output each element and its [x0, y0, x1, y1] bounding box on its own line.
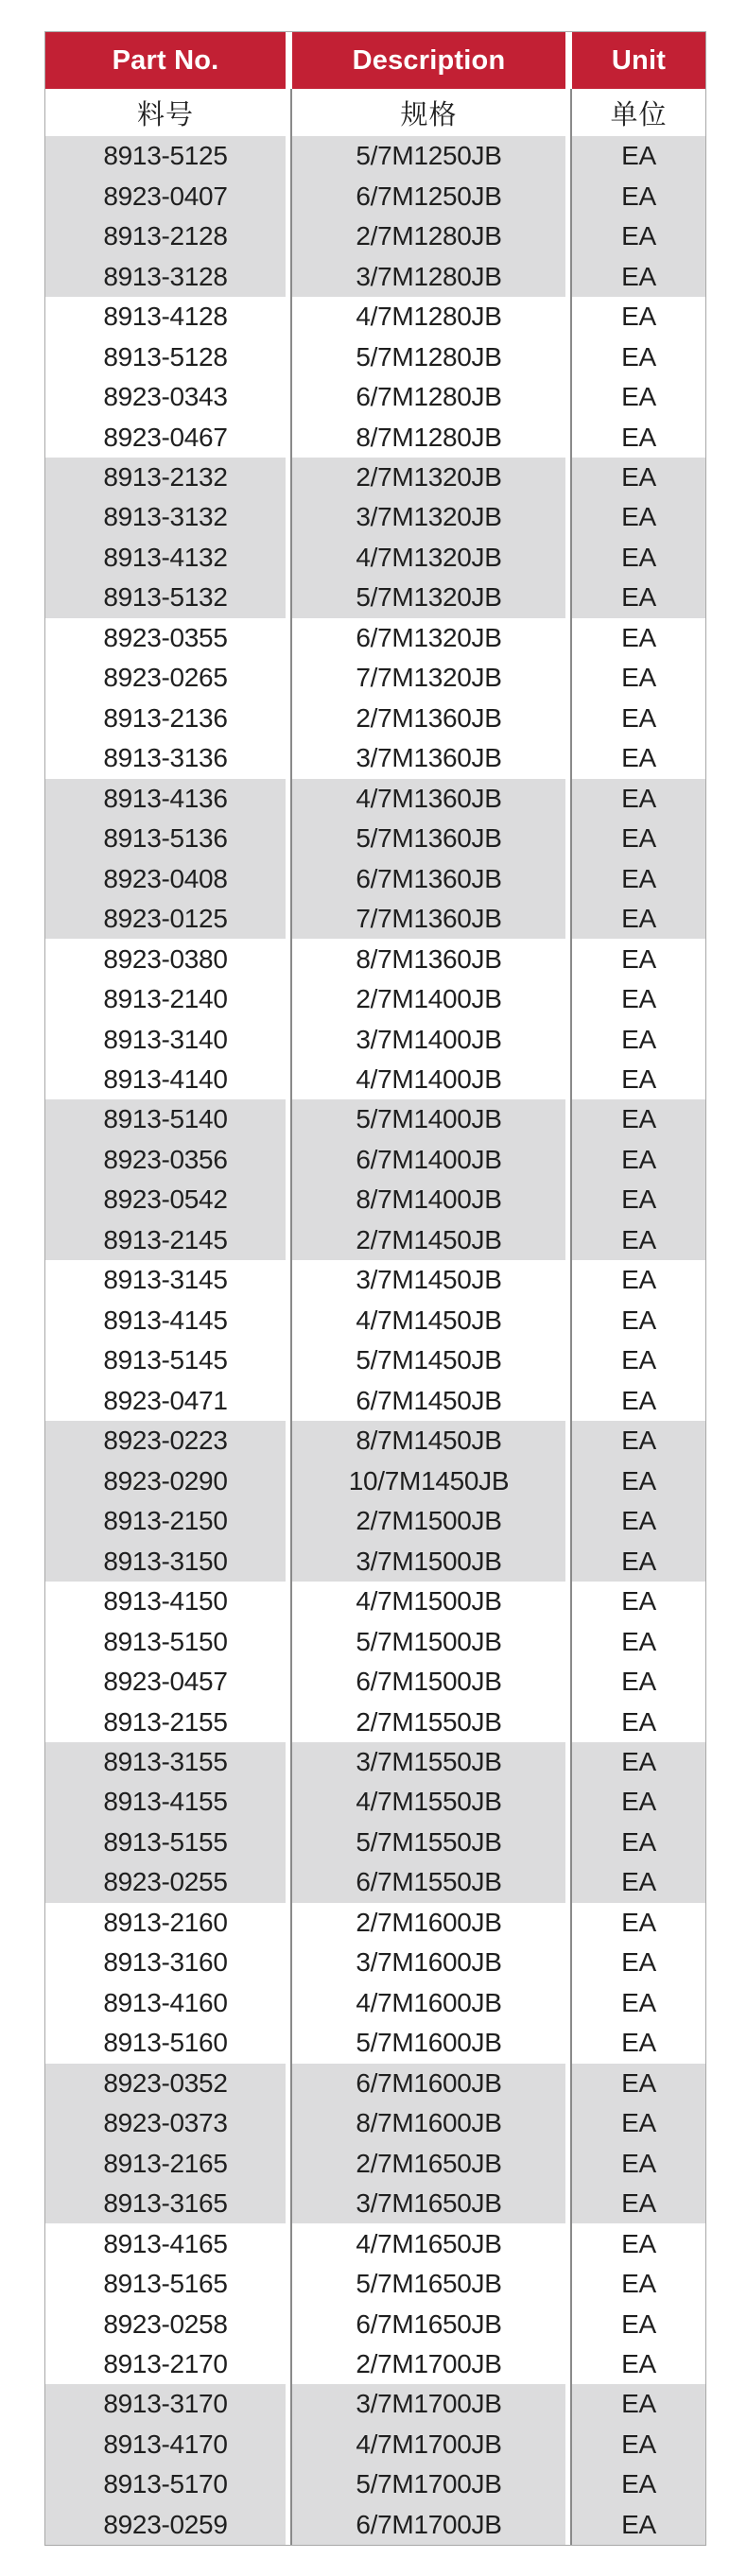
unit-cell: EA	[570, 1501, 705, 1541]
desc-cell: 3/7M1600JB	[290, 1943, 565, 1982]
table-row	[45, 538, 705, 578]
unit-cell: EA	[570, 779, 705, 819]
table-row	[45, 216, 705, 256]
unit-cell: EA	[570, 939, 705, 978]
desc-cell: 5/7M1280JB	[290, 337, 565, 376]
desc-cell: 5/7M1550JB	[290, 1823, 565, 1862]
part-cell: 8913-3150	[45, 1541, 286, 1581]
desc-cell: 6/7M1280JB	[290, 377, 565, 417]
unit-cell: EA	[570, 1943, 705, 1982]
part-cell: 8923-0373	[45, 2103, 286, 2143]
unit-cell: EA	[570, 618, 705, 658]
part-cell: 8913-3145	[45, 1260, 286, 1300]
unit-cell: EA	[570, 2223, 705, 2263]
part-cell: 8913-4160	[45, 1983, 286, 2023]
desc-cell: 3/7M1400JB	[290, 1019, 565, 1059]
table-row	[45, 2264, 705, 2304]
desc-cell: 8/7M1400JB	[290, 1180, 565, 1219]
part-cell: 8923-0471	[45, 1381, 286, 1421]
desc-cell: 3/7M1700JB	[290, 2384, 565, 2424]
desc-cell: 4/7M1320JB	[290, 538, 565, 578]
desc-cell: 3/7M1500JB	[290, 1541, 565, 1581]
part-cell: 8923-0259	[45, 2505, 286, 2545]
table-row	[45, 1461, 705, 1500]
table-row	[45, 377, 705, 417]
part-cell: 8923-0343	[45, 377, 286, 417]
part-cell: 8913-5140	[45, 1099, 286, 1139]
unit-cell: EA	[570, 337, 705, 376]
unit-cell: EA	[570, 1662, 705, 1702]
part-cell: 8913-4150	[45, 1582, 286, 1621]
desc-cell: 10/7M1450JB	[290, 1461, 565, 1500]
unit-cell: EA	[570, 297, 705, 337]
table-row	[45, 1862, 705, 1902]
unit-cell: EA	[570, 1340, 705, 1380]
desc-cell: 6/7M1250JB	[290, 176, 565, 216]
table-row	[45, 1943, 705, 1982]
parts-table	[44, 31, 706, 2546]
unit-cell: EA	[570, 1260, 705, 1300]
part-cell: 8923-0380	[45, 939, 286, 978]
desc-cell: 6/7M1400JB	[290, 1140, 565, 1180]
part-cell: 8923-0255	[45, 1862, 286, 1902]
unit-cell: EA	[570, 1903, 705, 1943]
table-row	[45, 2384, 705, 2424]
unit-cell: EA	[570, 216, 705, 256]
table-row	[45, 1260, 705, 1300]
unit-cell: EA	[570, 2425, 705, 2464]
part-cell: 8913-4145	[45, 1301, 286, 1340]
table-row	[45, 578, 705, 617]
table-row	[45, 1782, 705, 1822]
table-row	[45, 1662, 705, 1702]
part-cell: 8913-3136	[45, 738, 286, 778]
part-cell: 8913-3155	[45, 1742, 286, 1782]
unit-cell: EA	[570, 1702, 705, 1741]
table-row	[45, 819, 705, 858]
desc-cell: 5/7M1650JB	[290, 2264, 565, 2304]
table-row	[45, 1340, 705, 1380]
unit-cell: EA	[570, 417, 705, 457]
part-cell: 8913-5125	[45, 136, 286, 176]
desc-cell: 4/7M1400JB	[290, 1060, 565, 1099]
unit-cell: EA	[570, 1621, 705, 1661]
part-cell: 8913-5145	[45, 1340, 286, 1380]
desc-cell: 3/7M1320JB	[290, 497, 565, 537]
part-cell: 8923-0223	[45, 1421, 286, 1461]
part-cell: 8913-2150	[45, 1501, 286, 1541]
table-row	[45, 979, 705, 1019]
desc-cell: 2/7M1400JB	[290, 979, 565, 1019]
table-row	[45, 1983, 705, 2023]
unit-cell: EA	[570, 2023, 705, 2063]
part-cell: 8913-4140	[45, 1060, 286, 1099]
unit-cell: EA	[570, 658, 705, 698]
part-cell: 8913-4132	[45, 538, 286, 578]
part-cell: 8913-4128	[45, 297, 286, 337]
part-cell: 8913-4155	[45, 1782, 286, 1822]
unit-cell: EA	[570, 1099, 705, 1139]
table-row	[45, 939, 705, 978]
unit-cell: EA	[570, 1823, 705, 1862]
desc-cell: 7/7M1360JB	[290, 899, 565, 939]
table-row	[45, 899, 705, 939]
table-row	[45, 2464, 705, 2504]
unit-cell: EA	[570, 1983, 705, 2023]
desc-cell: 3/7M1650JB	[290, 2184, 565, 2223]
part-cell: 8913-2136	[45, 699, 286, 738]
desc-cell: 2/7M1600JB	[290, 1903, 565, 1943]
table-row	[45, 297, 705, 337]
unit-cell: EA	[570, 1782, 705, 1822]
part-cell: 8913-2170	[45, 2344, 286, 2384]
part-cell: 8913-5155	[45, 1823, 286, 1862]
part-cell: 8923-0457	[45, 1662, 286, 1702]
unit-cell: EA	[570, 899, 705, 939]
part-cell: 8913-5165	[45, 2264, 286, 2304]
desc-cell: 4/7M1450JB	[290, 1301, 565, 1340]
table-header-row	[45, 32, 705, 89]
part-cell: 8913-2140	[45, 979, 286, 1019]
unit-cell: EA	[570, 738, 705, 778]
table-row	[45, 1501, 705, 1541]
desc-cell: 6/7M1650JB	[290, 2304, 565, 2343]
unit-cell: EA	[570, 1140, 705, 1180]
table-row	[45, 2064, 705, 2103]
desc-cell: 2/7M1450JB	[290, 1220, 565, 1260]
desc-cell: 8/7M1280JB	[290, 417, 565, 457]
table-row	[45, 1742, 705, 1782]
desc-cell: 2/7M1700JB	[290, 2344, 565, 2384]
part-cell: 8913-2160	[45, 1903, 286, 1943]
unit-cell: EA	[570, 1220, 705, 1260]
table-row	[45, 1019, 705, 1059]
table-row	[45, 1140, 705, 1180]
table-row	[45, 1180, 705, 1219]
desc-cell: 6/7M1550JB	[290, 1862, 565, 1902]
part-cell: 8923-0467	[45, 417, 286, 457]
desc-cell: 3/7M1450JB	[290, 1260, 565, 1300]
part-cell: 8913-2145	[45, 1220, 286, 1260]
part-cell: 8913-3170	[45, 2384, 286, 2424]
part-cell: 8923-0356	[45, 1140, 286, 1180]
table-row	[45, 1421, 705, 1461]
unit-cell: EA	[570, 1742, 705, 1782]
unit-cell: EA	[570, 1421, 705, 1461]
unit-cell: EA	[570, 2505, 705, 2545]
desc-cell: 3/7M1550JB	[290, 1742, 565, 1782]
unit-cell: EA	[570, 1582, 705, 1621]
unit-cell: EA	[570, 2064, 705, 2103]
table-row	[45, 1582, 705, 1621]
unit-cell: EA	[570, 377, 705, 417]
table-row	[45, 458, 705, 497]
part-cell: 8913-3165	[45, 2184, 286, 2223]
desc-cell: 6/7M1600JB	[290, 2064, 565, 2103]
subheader-part-no: 料号	[45, 89, 286, 136]
part-cell: 8913-3132	[45, 497, 286, 537]
desc-cell: 6/7M1500JB	[290, 1662, 565, 1702]
table-row	[45, 858, 705, 898]
table-row	[45, 1301, 705, 1340]
table-subheader-row	[45, 89, 705, 136]
part-cell: 8923-0542	[45, 1180, 286, 1219]
unit-cell: EA	[570, 1019, 705, 1059]
unit-cell: EA	[570, 979, 705, 1019]
table-row	[45, 497, 705, 537]
unit-cell: EA	[570, 2103, 705, 2143]
header-unit: Unit	[570, 32, 705, 89]
desc-cell: 2/7M1650JB	[290, 2143, 565, 2183]
unit-cell: EA	[570, 1381, 705, 1421]
part-cell: 8913-4136	[45, 779, 286, 819]
unit-cell: EA	[570, 458, 705, 497]
table-row	[45, 2505, 705, 2545]
part-cell: 8913-5136	[45, 819, 286, 858]
desc-cell: 2/7M1550JB	[290, 1702, 565, 1741]
desc-cell: 7/7M1320JB	[290, 658, 565, 698]
desc-cell: 2/7M1280JB	[290, 216, 565, 256]
table-row	[45, 2023, 705, 2063]
unit-cell: EA	[570, 1180, 705, 1219]
table-row	[45, 779, 705, 819]
desc-cell: 4/7M1550JB	[290, 1782, 565, 1822]
unit-cell: EA	[570, 1461, 705, 1500]
subheader-description: 规格	[290, 89, 565, 136]
part-cell: 8923-0352	[45, 2064, 286, 2103]
unit-cell: EA	[570, 1060, 705, 1099]
desc-cell: 6/7M1450JB	[290, 1381, 565, 1421]
part-cell: 8913-5160	[45, 2023, 286, 2063]
desc-cell: 5/7M1500JB	[290, 1621, 565, 1661]
table-body	[45, 136, 705, 2545]
part-cell: 8913-3128	[45, 256, 286, 296]
part-cell: 8913-5128	[45, 337, 286, 376]
unit-cell: EA	[570, 578, 705, 617]
part-cell: 8913-4170	[45, 2425, 286, 2464]
desc-cell: 4/7M1650JB	[290, 2223, 565, 2263]
part-cell: 8913-2128	[45, 216, 286, 256]
part-cell: 8923-0265	[45, 658, 286, 698]
unit-cell: EA	[570, 819, 705, 858]
desc-cell: 4/7M1360JB	[290, 779, 565, 819]
unit-cell: EA	[570, 2464, 705, 2504]
table-row	[45, 176, 705, 216]
unit-cell: EA	[570, 538, 705, 578]
part-cell: 8913-2165	[45, 2143, 286, 2183]
table-row	[45, 1702, 705, 1741]
desc-cell: 3/7M1280JB	[290, 256, 565, 296]
unit-cell: EA	[570, 699, 705, 738]
table-row	[45, 1220, 705, 1260]
part-cell: 8923-0125	[45, 899, 286, 939]
desc-cell: 5/7M1360JB	[290, 819, 565, 858]
unit-cell: EA	[570, 497, 705, 537]
table-row	[45, 2304, 705, 2343]
desc-cell: 5/7M1700JB	[290, 2464, 565, 2504]
desc-cell: 5/7M1250JB	[290, 136, 565, 176]
table-row	[45, 658, 705, 698]
desc-cell: 6/7M1700JB	[290, 2505, 565, 2545]
unit-cell: EA	[570, 1862, 705, 1902]
table-row	[45, 1381, 705, 1421]
table-row	[45, 618, 705, 658]
table-row	[45, 2344, 705, 2384]
table-row	[45, 2143, 705, 2183]
part-cell: 8913-3140	[45, 1019, 286, 1059]
unit-cell: EA	[570, 858, 705, 898]
table-row	[45, 2103, 705, 2143]
table-row	[45, 417, 705, 457]
unit-cell: EA	[570, 2304, 705, 2343]
desc-cell: 6/7M1320JB	[290, 618, 565, 658]
unit-cell: EA	[570, 2184, 705, 2223]
desc-cell: 3/7M1360JB	[290, 738, 565, 778]
table-row	[45, 1823, 705, 1862]
desc-cell: 8/7M1600JB	[290, 2103, 565, 2143]
table-row	[45, 256, 705, 296]
unit-cell: EA	[570, 2384, 705, 2424]
part-cell: 8913-2155	[45, 1702, 286, 1741]
table-row	[45, 2223, 705, 2263]
table-row	[45, 337, 705, 376]
part-cell: 8913-2132	[45, 458, 286, 497]
table-row	[45, 1099, 705, 1139]
desc-cell: 4/7M1700JB	[290, 2425, 565, 2464]
part-cell: 8923-0408	[45, 858, 286, 898]
desc-cell: 4/7M1600JB	[290, 1983, 565, 2023]
table-row	[45, 699, 705, 738]
subheader-unit: 单位	[570, 89, 705, 136]
unit-cell: EA	[570, 1541, 705, 1581]
unit-cell: EA	[570, 136, 705, 176]
table-row	[45, 738, 705, 778]
desc-cell: 5/7M1450JB	[290, 1340, 565, 1380]
desc-cell: 2/7M1500JB	[290, 1501, 565, 1541]
part-cell: 8923-0407	[45, 176, 286, 216]
unit-cell: EA	[570, 2344, 705, 2384]
part-cell: 8923-0355	[45, 618, 286, 658]
part-cell: 8923-0290	[45, 1461, 286, 1500]
desc-cell: 4/7M1500JB	[290, 1582, 565, 1621]
part-cell: 8913-4165	[45, 2223, 286, 2263]
table-row	[45, 2425, 705, 2464]
header-part-no: Part No.	[45, 32, 286, 89]
desc-cell: 2/7M1360JB	[290, 699, 565, 738]
table-row	[45, 1060, 705, 1099]
desc-cell: 4/7M1280JB	[290, 297, 565, 337]
table-row	[45, 1903, 705, 1943]
desc-cell: 2/7M1320JB	[290, 458, 565, 497]
desc-cell: 5/7M1400JB	[290, 1099, 565, 1139]
part-cell: 8913-5150	[45, 1621, 286, 1661]
part-cell: 8913-5132	[45, 578, 286, 617]
unit-cell: EA	[570, 1301, 705, 1340]
unit-cell: EA	[570, 2264, 705, 2304]
part-cell: 8923-0258	[45, 2304, 286, 2343]
table-row	[45, 1541, 705, 1581]
unit-cell: EA	[570, 256, 705, 296]
table-row	[45, 1621, 705, 1661]
table-row	[45, 2184, 705, 2223]
desc-cell: 8/7M1360JB	[290, 939, 565, 978]
table-row	[45, 136, 705, 176]
desc-cell: 5/7M1320JB	[290, 578, 565, 617]
part-cell: 8913-3160	[45, 1943, 286, 1982]
desc-cell: 5/7M1600JB	[290, 2023, 565, 2063]
desc-cell: 8/7M1450JB	[290, 1421, 565, 1461]
header-description: Description	[290, 32, 565, 89]
desc-cell: 6/7M1360JB	[290, 858, 565, 898]
part-cell: 8913-5170	[45, 2464, 286, 2504]
unit-cell: EA	[570, 2143, 705, 2183]
unit-cell: EA	[570, 176, 705, 216]
